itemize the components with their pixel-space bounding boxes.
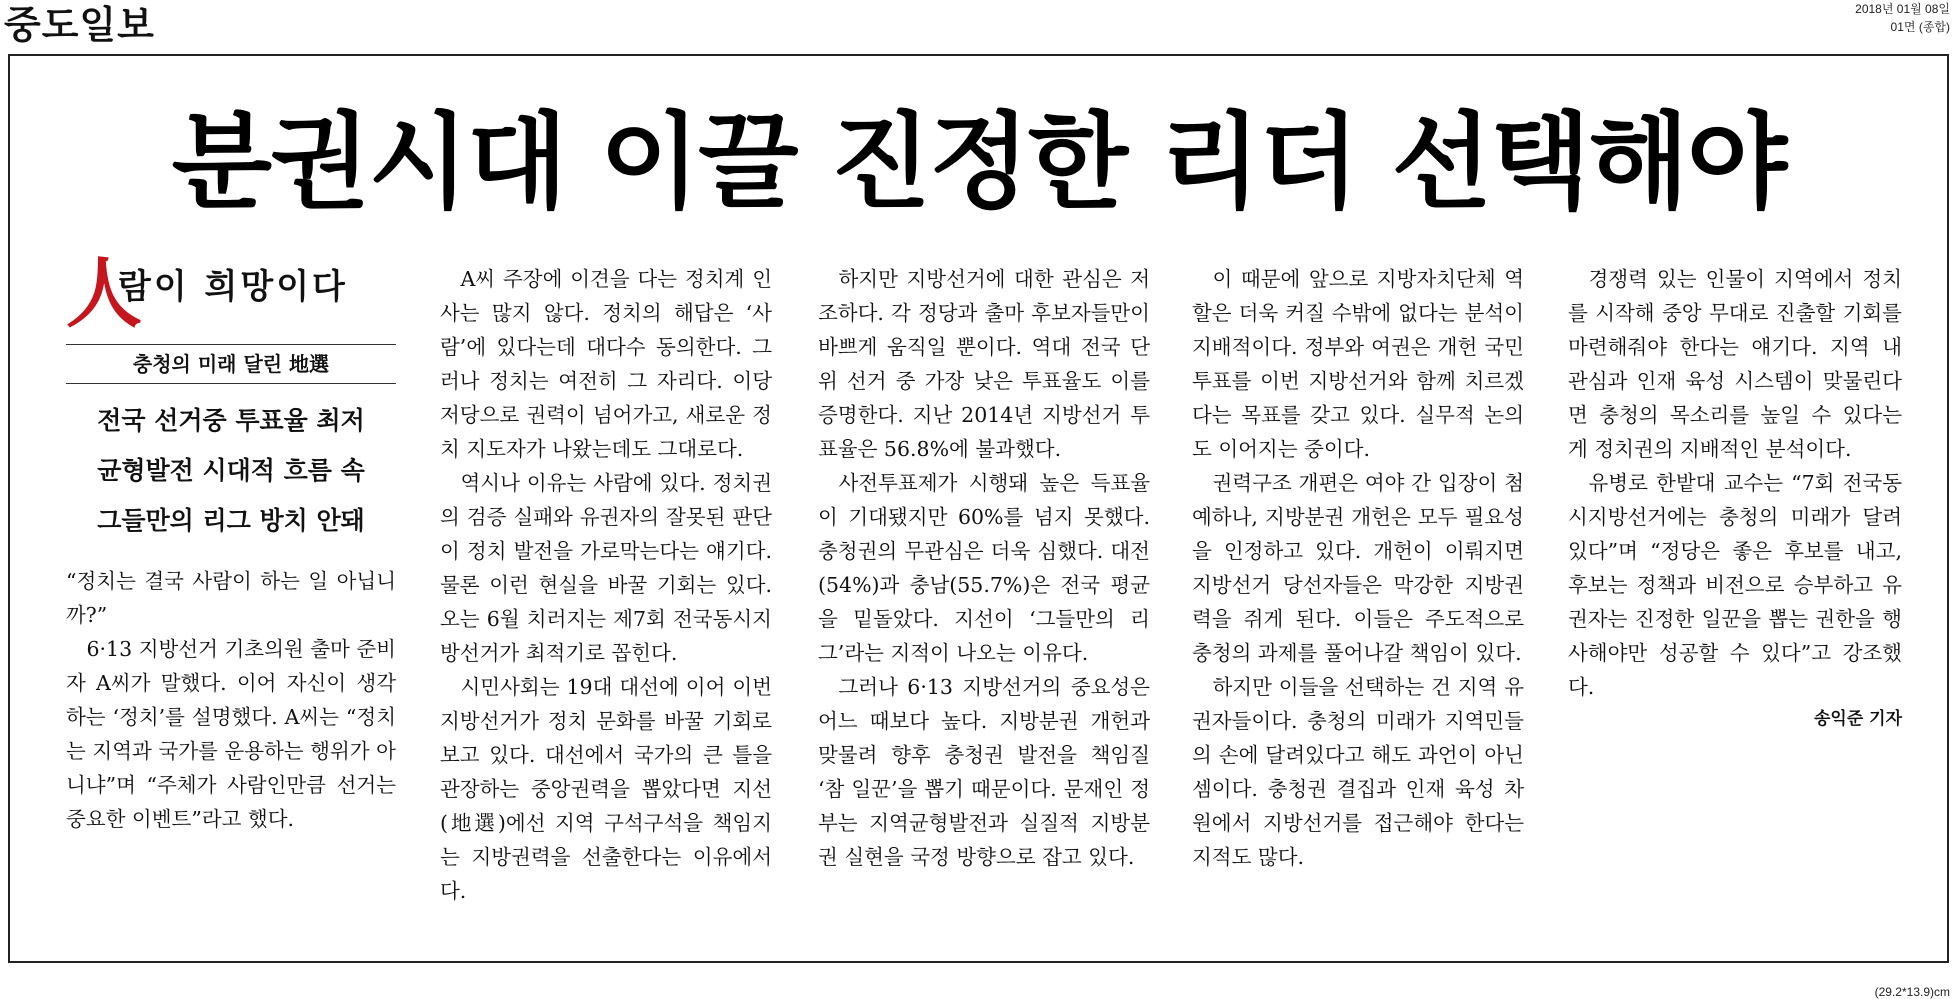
series-logo (66, 249, 396, 342)
body-paragraph: 유병로 한밭대 교수는 “7회 전국동시지방선거에는 충청의 미래가 달려있다”며 “정당은 좋은 후보를 내고, 후보는 정책과 비전으로 승부하고 유권자는 진정한 일꾼을 뽑는 권한을 행사해야만 성공할 수 있다”고 강조했다. (1568, 471, 1902, 699)
series-logo-initial: 人 (66, 249, 142, 338)
column-1 (66, 249, 396, 836)
body-paragraph: 하지만 지방선거에 대한 관심은 저조하다. 각 정당과 출마 후보자들만이 바쁘게 움직일 뿐이다. 역대 전국 단위 선거 중 가장 낮은 투표율도 이를 증명한다. 지난 2014년 지방선거 투표율은 56.8%에 불과했다. (818, 267, 1150, 461)
size-note: (29.2*13.9)cm (1874, 985, 1950, 999)
column-3 (818, 262, 1150, 874)
subhead: 전국 선거중 투표율 최저 (97, 406, 365, 435)
subheads (66, 396, 396, 546)
body-paragraph: 하지만 이들을 선택하는 건 지역 유권자들이다. 충청의 미래가 지역민들의 손에 달려있다고 해도 과언이 아닌 셈이다. 충청권 결집과 인재 육성 차원에서 지방선거를 접근해야 한다는 지적도 많다. (1192, 675, 1524, 869)
body-paragraph: 권력구조 개편은 여야 간 입장이 첨예하나, 지방분권 개헌은 모두 필요성을 인정하고 있다. 개헌이 이뤄지면 지방선거 당선자들은 막강한 지방권력을 쥐게 된다. 이들은 주도적으로 충청의 과제를 풀어나갈 책임이 있다. (1192, 471, 1524, 665)
kicker: 충청의 미래 달린 地選 (66, 344, 396, 384)
issue-date: 2018년 01월 08일 (1855, 2, 1950, 16)
body-paragraph: 이 때문에 앞으로 지방자치단체 역할은 더욱 커질 수밖에 없다는 분석이 지배적이다. 정부와 여권은 개헌 국민투표를 이번 지방선거와 함께 치르겠다는 목표를 갖고 있다. 실무적 논의도 이어지는 중이다. (1192, 267, 1524, 461)
body-paragraph: 그러나 6·13 지방선거의 중요성은 어느 때보다 높다. 지방분권 개헌과 맞물려 향후 충청권 발전을 책임질 ‘참 일꾼’을 뽑기 때문이다. 문재인 정부는 지역균형발전과 실질적 지방분권 실현을 국정 방향으로 잡고 있다. (818, 675, 1150, 869)
headline: 분권시대 이끌 진정한 리더 선택해야 (171, 101, 1786, 223)
column-4 (1192, 262, 1524, 874)
body-paragraph: 6·13 지방선거 기초의원 출마 준비자 A씨가 말했다. 이어 자신이 생각하는 ‘정치’를 설명했다. A씨는 “정치는 지역과 국가를 운용하는 행위가 아니냐”며 “주체가 사람인만큼 선거는 중요한 이벤트”라고 했다. (66, 637, 396, 831)
column-5 (1568, 262, 1902, 736)
body-paragraph: 경쟁력 있는 인물이 지역에서 정치를 시작해 중앙 무대로 진출할 기회를 마련해줘야 한다는 얘기다. 지역 내 관심과 인재 육성 시스템이 맞물린다면 충청의 목소리를 높일 수 있다는 게 정치권의 지배적인 분석이다. (1568, 267, 1902, 461)
body-paragraph: A씨 주장에 이견을 다는 정치계 인사는 많지 않다. 정치의 해답은 ‘사람’에 있다는데 대다수 동의한다. 그러나 정치는 여전히 그 자리다. 이당 저당으로 권력이 넘어가고, 새로운 정치 지도자가 나왔는데도 그대로다. (440, 267, 772, 461)
subhead: 균형발전 시대적 흐름 속 (97, 456, 365, 485)
subhead: 그들만의 리그 방치 안돼 (97, 506, 365, 535)
body-paragraph: 역시나 이유는 사람에 있다. 정치권의 검증 실패와 유권자의 잘못된 판단이 정치 발전을 가로막는다는 얘기다. 물론 이런 현실을 바꿀 기회는 있다. 오는 6월 치러지는 제7회 전국동시지방선거가 최적기로 꼽힌다. (440, 471, 772, 665)
byline: 송익준 기자 (1813, 709, 1902, 729)
masthead-logo: 중도일보 (4, 3, 155, 47)
body-paragraph: 시민사회는 19대 대선에 이어 이번 지방선거가 정치 문화를 바꿀 기회로 보고 있다. 대선에서 국가의 큰 틀을 관장하는 중앙권력을 뽑았다면 지선(地選)에선 지역 구석구석을 책임지는 지방권력을 선출한다는 이유에서다. (440, 675, 772, 903)
body-paragraph: 사전투표제가 시행돼 높은 득표율이 기대됐지만 60%를 넘지 못했다. 충청권의 무관심은 더욱 심했다. 대전(54%)과 충남(55.7%)은 전국 평균을 밑돌았다. 지선이 ‘그들만의 리그’라는 지적이 나오는 이유다. (818, 471, 1150, 665)
issue-section: 01면 (종합) (1890, 20, 1950, 34)
article-frame (8, 54, 1949, 963)
issue-meta (1855, 0, 1950, 36)
body-paragraph: “정치는 결국 사람이 하는 일 아닙니까?” (66, 569, 396, 627)
column-2 (440, 262, 772, 908)
series-logo-text: 람이 희망이다 (118, 267, 348, 307)
